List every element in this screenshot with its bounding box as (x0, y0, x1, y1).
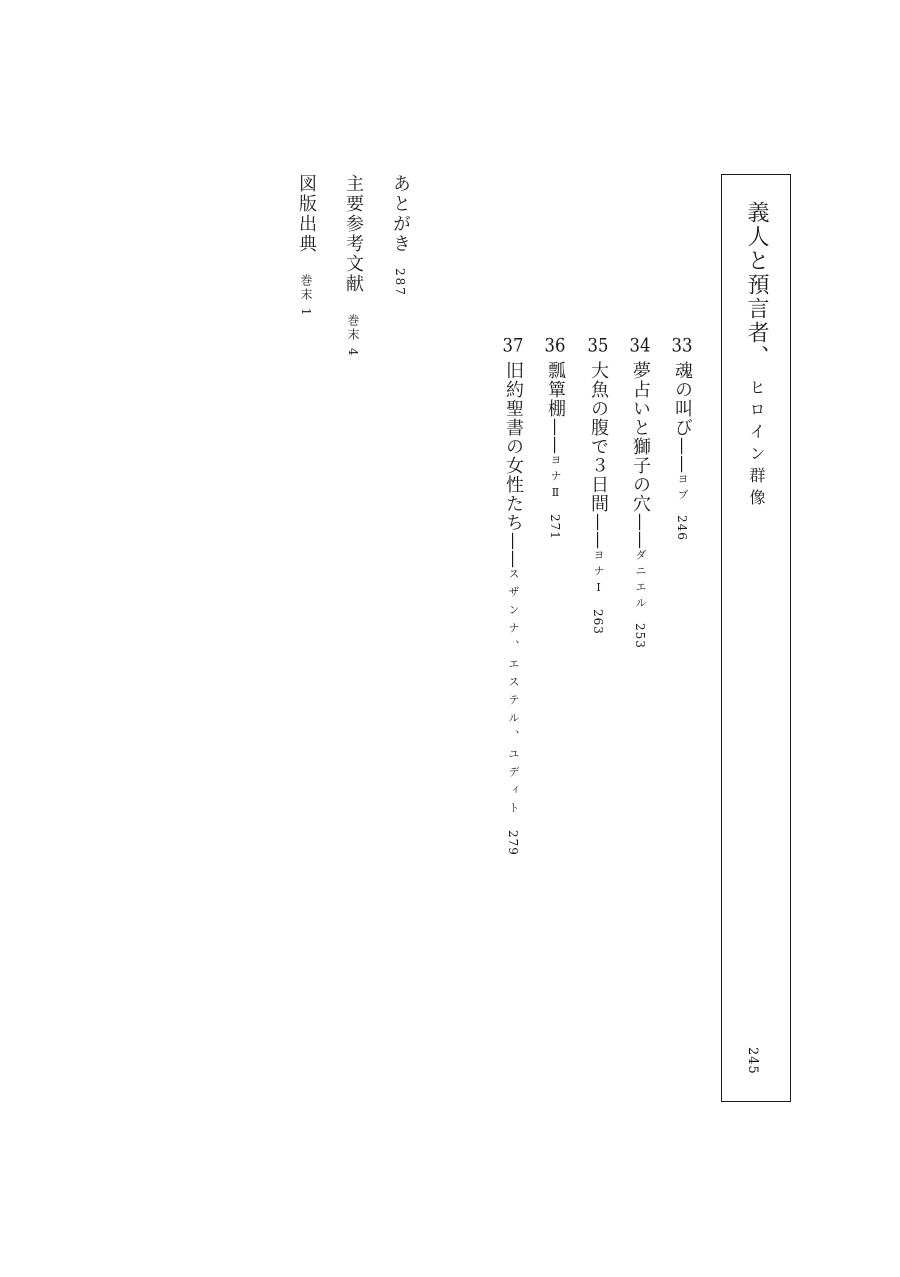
part-page-number: 245 (745, 1047, 760, 1075)
toc-entry-36[interactable] (545, 336, 564, 540)
backmatter-title: 図版出典 (296, 174, 317, 254)
chapter-page: 246 (675, 515, 689, 541)
backmatter-title: 主要参考文献 (343, 174, 364, 294)
toc-entry-37[interactable] (503, 336, 522, 856)
toc-entry-35[interactable] (588, 336, 607, 635)
chapter-subtitle: スザンナ、エステル、ユディト (507, 568, 520, 820)
backmatter-page: 巻末 1 (299, 274, 313, 318)
chapter-page: 253 (633, 623, 647, 649)
backmatter-page: 巻末 4 (346, 314, 360, 358)
toc-entry-34[interactable] (630, 336, 649, 649)
chapter-title: 旧約聖書の女性たち (503, 361, 524, 532)
chapter-dash: —— (630, 513, 651, 549)
part-title-main: 義人と預言者、 (744, 201, 769, 369)
toc-entry-references[interactable] (344, 174, 362, 357)
toc-entry-33[interactable] (672, 336, 691, 541)
chapter-dash: —— (545, 418, 566, 454)
chapter-number: 34 (629, 336, 651, 355)
chapter-dash: —— (503, 532, 524, 568)
backmatter-title: あとがき (390, 174, 411, 254)
chapter-title: 瓢簞棚 (545, 361, 566, 418)
part-heading-box (721, 174, 791, 1102)
chapter-dash: —— (672, 437, 693, 473)
chapter-number: 37 (502, 336, 524, 355)
chapter-page: 271 (548, 514, 562, 540)
chapter-number: 36 (544, 336, 566, 355)
chapter-title: 大魚の腹で３日間 (588, 361, 609, 513)
chapter-dash: —— (588, 513, 609, 549)
chapter-subtitle: ヨブ (676, 473, 689, 505)
toc-entry-afterword[interactable] (391, 174, 409, 297)
chapter-page: 263 (591, 609, 605, 635)
backmatter-page: 287 (393, 268, 407, 297)
chapter-title: 魂の叫び (672, 361, 693, 437)
chapter-subtitle: ダニエル (634, 549, 647, 613)
part-title (745, 201, 767, 511)
chapter-subtitle: ヨナⅡ (549, 454, 562, 504)
toc-entry-figure-sources[interactable] (297, 174, 315, 317)
chapter-number: 35 (587, 336, 609, 355)
chapter-page: 279 (506, 830, 520, 856)
chapter-subtitle: ヨナⅠ (592, 549, 605, 599)
chapter-number: 33 (671, 336, 693, 355)
part-title-subtitle: ヒロイン群像 (747, 379, 766, 511)
chapter-title: 夢占いと獅子の穴 (630, 361, 651, 513)
